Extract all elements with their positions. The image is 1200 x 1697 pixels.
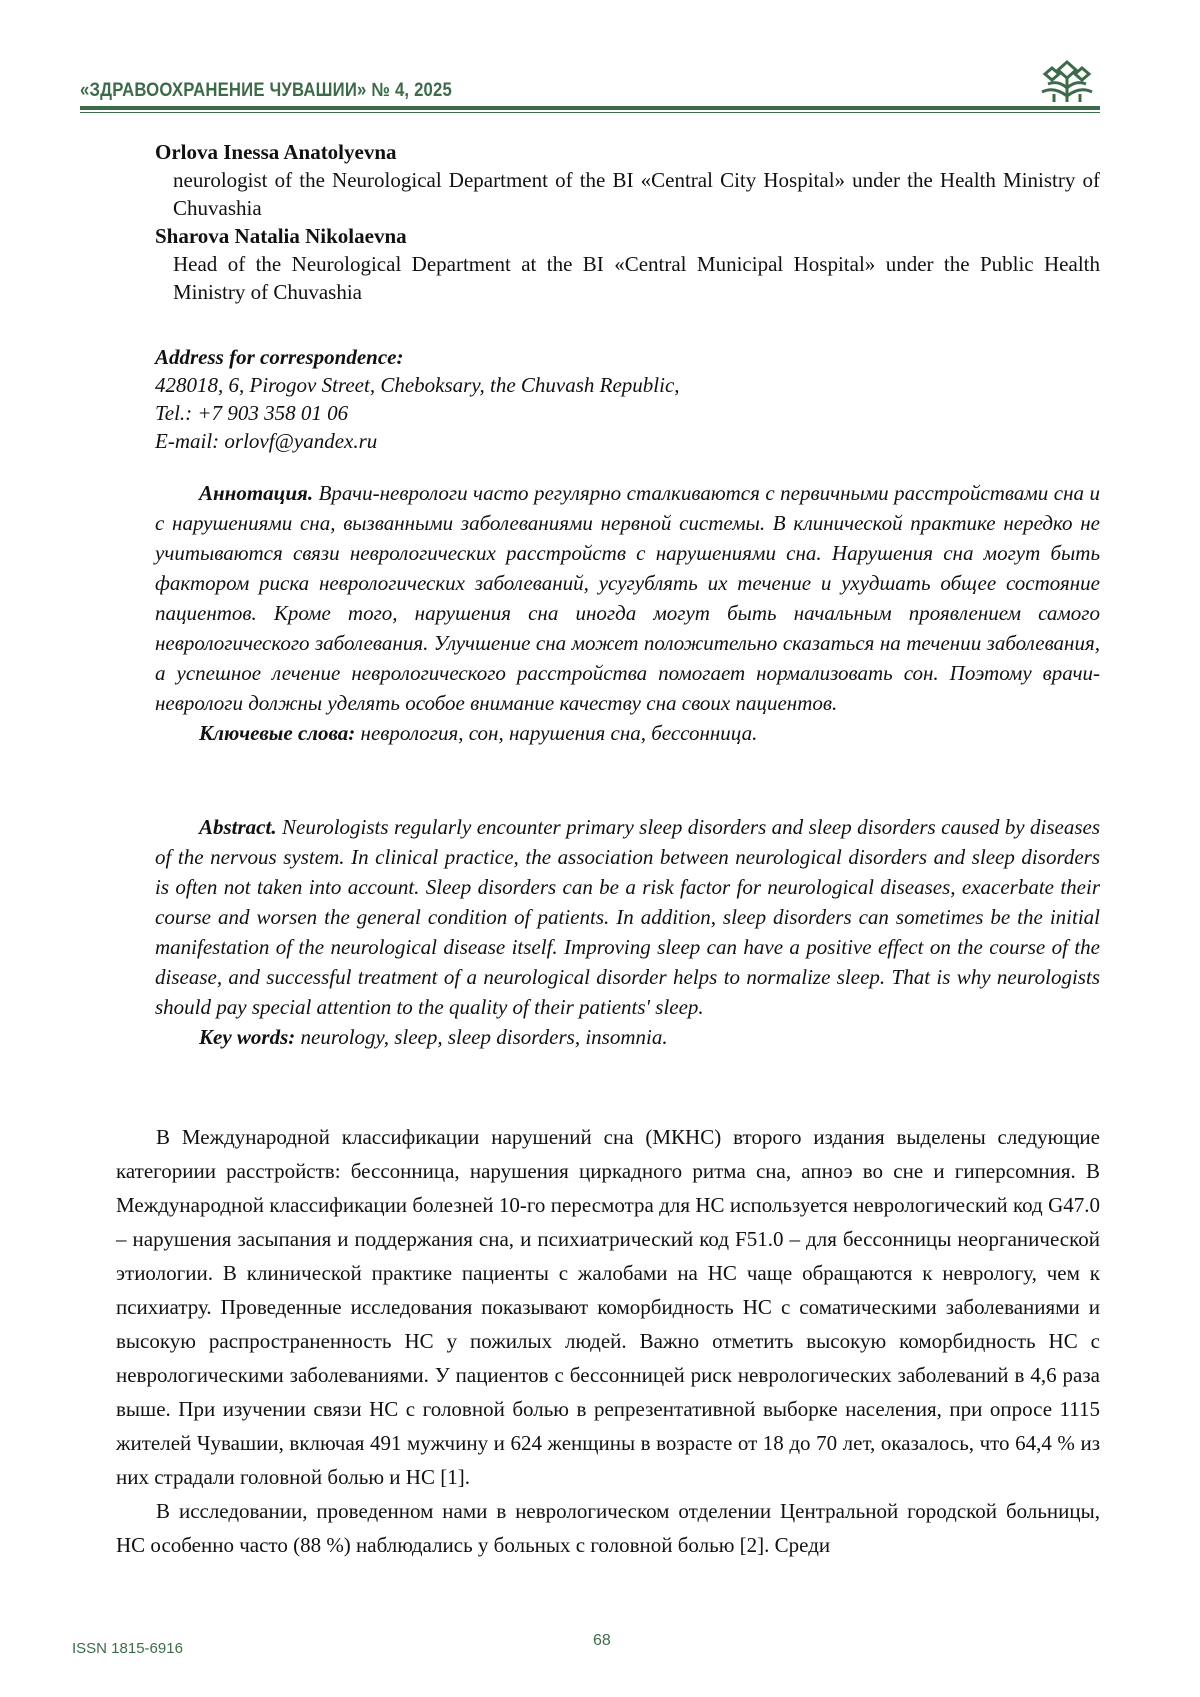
correspondence-heading: Address for correspondence: [155, 345, 404, 369]
correspondence-address: 428018, 6, Pirogov Street, Cheboksary, the Chuvash Republic, [155, 373, 680, 397]
keywords-en-text: neurology, sleep, sleep disorders, insomnia. [300, 1025, 668, 1049]
page-number: 68 [593, 1632, 611, 1649]
abstract-en-text: Neurologists regularly encounter primary sleep disorders and sleep disorders caused by diseases of the nervous system. In clinical practice, the association between neurological disorders and sleep disorders is often not taken into account. Sleep disorders can be a risk factor for neurological diseases, exacerbate their course and worsen the general condition of patients. In addition, sleep disorders can sometimes be the initial manifestation of the neurological disease itself. Improving sleep can have a positive effect on the course of the disease, and successful treatment of a neurological disorder helps to normalize sleep. That is why neurologists should pay special attention to the quality of their patients' sleep. [155, 815, 1101, 1019]
author-block [155, 222, 1100, 306]
author-affiliation: Head of the Neurological Department at the BI «Central Municipal Hospital» under the Public Health Ministry of Chuvashia [173, 252, 1100, 304]
keywords-en-paragraph [155, 1022, 1100, 1052]
abstract-ru-label: Аннотация. [199, 481, 314, 505]
page-header [80, 68, 1100, 112]
journal-title: «ЗДРАВООХРАНЕНИЕ ЧУВАШИИ» № 4, 2025 [80, 80, 452, 101]
article-body [116, 1120, 1100, 1562]
author-name: Orlova Inessa Anatolyevna [155, 140, 397, 164]
body-paragraph: В Международной классификации нарушений сна (МКНС) второго издания выделены следующие категориии расстройств: бессонница, нарушения циркадного ритма сна, апноэ во сне и гиперсомния. В Международной классификации болезней 10-го пересмотра для НС используется неврологический код G47.0 – нарушения засыпания и поддержания сна, и психиатрический код F51.0 – для бессонницы неорганической этиологии. В клинической практике пациенты с жалобами на НС чаще обращаются к неврологу, чем к психиатру. Проведенные исследования показывают коморбидность НС с соматическими заболеваниями и высокую распространенность НС у пожилых людей. Важно отметить высокую коморбидность НС с неврологическими заболеваниями. У пациентов с бессонницей риск неврологических заболеваний в 4,6 раза выше. При изучении связи НС с головной болью в репрезентативной выборке населения, при опросе 1115 жителей Чувашии, включая 491 мужчину и 624 женщины в возрасте от 18 до 70 лет, оказалось, что 64,4 % из них страдали головной болью и НС [1]. [116, 1125, 1100, 1489]
correspondence-block [155, 343, 1100, 455]
keywords-en-label: Key words: [199, 1025, 296, 1049]
header-rule [80, 106, 1100, 110]
abstract-en-paragraph [155, 812, 1100, 1022]
keywords-ru-text: неврология, сон, нарушения сна, бессонница. [360, 721, 758, 745]
abstract-ru-text: Врачи-неврологи часто регулярно сталкиваются с первичными расстройствами сна и с нарушениями сна, вызванными заболеваниями нервной системы. В клинической практике нередко не учитываются связи неврологических расстройств с нарушениями сна. Нарушения сна могут быть фактором риска неврологических заболеваний, усугублять их течение и ухудшать общее состояние пациентов. Кроме того, нарушения сна иногда могут быть начальным проявлением самого неврологического заболевания. Улучшение сна может положительно сказаться на течении заболевания, а успешное лечение неврологического расстройства помогает нормализовать сон. Поэтому врачи-неврологи должны уделять особое внимание качеству сна своих пациентов. [155, 481, 1100, 715]
author-affiliation: neurologist of the Neurological Department of the BI «Central City Hospital» under the Health Ministry of Chuvashia [173, 168, 1100, 220]
abstract-english [155, 812, 1100, 1052]
correspondence-tel: Tel.: +7 903 358 01 06 [155, 401, 349, 425]
footer-issn: ISSN 1815-6916 [72, 1640, 183, 1657]
body-paragraph: В исследовании, проведенном нами в неврологическом отделении Центральной городской больницы, НС особенно часто (88 %) наблюдались у больных с головной болью [2]. Среди [116, 1499, 1100, 1557]
header-rule-thin [80, 112, 1100, 113]
correspondence-email: E-mail: orlovf@yandex.ru [155, 429, 378, 453]
author-list [155, 138, 1100, 306]
abstract-russian [155, 478, 1100, 748]
author-block [155, 138, 1100, 222]
keywords-ru-label: Ключевые слова: [199, 721, 356, 745]
keywords-ru-paragraph [155, 718, 1100, 748]
abstract-ru-paragraph [155, 478, 1100, 718]
abstract-en-label: Abstract. [199, 815, 277, 839]
author-name: Sharova Natalia Nikolaevna [155, 224, 407, 248]
chuvash-tree-emblem-icon [1034, 58, 1100, 106]
